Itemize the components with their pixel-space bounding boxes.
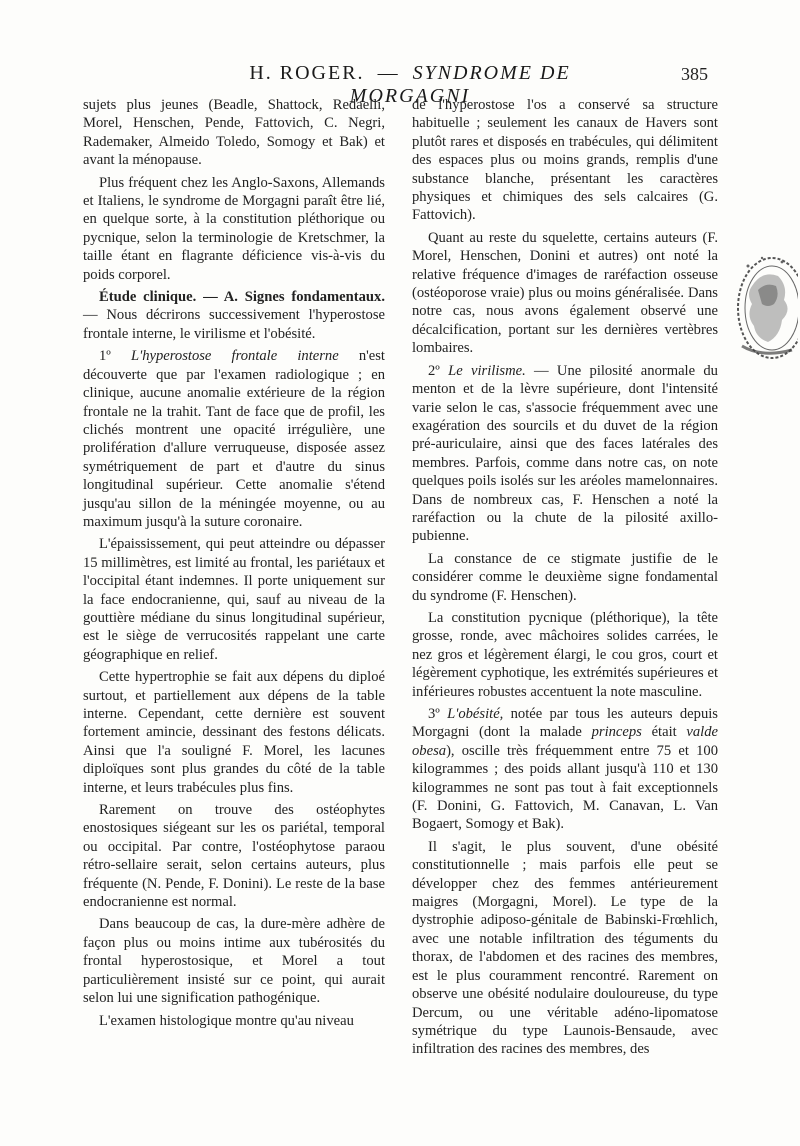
paragraph: Quant au reste du squelette, certains auteurs (F. Morel, Henschen, Donini et autres) ont noté la relative fréquence d'images de raréfaction osseuse (ostéoporose vraie) plus ou moins généralisée. Dans notre cas, nous avons également observé une décalcification, portant sur les dernières vertèbres lombaires. [412,229,718,357]
header-dash: — [377,62,400,84]
running-header [0,62,800,107]
item-number: 1º [99,348,131,365]
paragraph-text: — Une pilosité anormale du menton et de la lèvre supérieure, dont l'intensité varie selon le cas, s'associe fréquemment avec une exagération des sourcils et du duvet de la région pré-auriculaire, ainsi que des faces latérales des membres. Parfois, comme dans notre cas, on note quelques poils isolés sur les aréoles mamelonnaires. Dans de nombreux cas, F. Henschen a noté la raréfaction ou la chute de la pilosité axillo-pubienne. [412,362,718,545]
section-paragraph [83,288,385,343]
paragraph [412,362,718,546]
item-term: L'hyperostose frontale interne [130,348,339,365]
paragraph: Dans beaucoup de cas, la dure-mère adhère de façon plus ou moins intime aux tubérosités du frontal hyperostosique, et Morel a tout particulièrement insisté sur ce point, qui aurait selon lui une signification pathogénique. [83,916,385,1007]
paragraph: Rarement on trouve des ostéophytes enostosiques siégeant sur les os pariétal, temporal ou occipital. Par contre, l'ostéophytose paraou rétro-sellaire serait, selon certains auteurs, plus fréquente (N. Pende, F. Donini). Le reste de la base endocranienne est normal. [83,802,385,911]
library-stamp [722,246,798,370]
paragraph: Cette hypertrophie se fait aux dépens du diploé surtout, et partiellement aux dépens de la table interne. Cependant, cette dernière est souvent fortement amincie, dessinant des festons délicats. Ainsi que l'a souligné F. Morel, les lacunes diploïques sont plus grandes du côté de la table interne, et leurs trabécules plus fins. [83,669,385,796]
latin-term: valde obesa [412,724,718,759]
paragraph: La constitution pycnique (pléthorique), la tête grosse, ronde, avec mâchoires solides carrées, le nez gros et légèrement élargi, le cou gros, court et légèrement cyphotique, les extrémités supérieures et inférieures robustes accentuent la note masculine. [412,609,718,700]
paragraph-text: ), oscille très fréquemment entre 75 et 100 kilogrammes ; des poids allant jusqu'à 110 et 130 kilogrammes ne sont pas tout à fait exceptionnels (F. Donini, G. Fattovich, M. Canavan, L. Van Bogaert, Somogy et Bak). [412,742,718,833]
page-number: 385 [681,64,708,84]
header-title: SYNDROME DE MORGAGNI [349,62,571,107]
header-author: H. ROGER. [249,62,365,84]
paragraph-text: n'est découverte que par l'examen radiologique ; en clinique, aucune anomalie extérieure de la région frontale ne la trahit. Tant de face que de profil, les clichés montrent une opacité irrégulière, une prolifération d'allure verruqueuse, disposée assez symétriquement de part et d'autre du sinus longitudinal supérieur. Cette anomalie s'étend jusqu'au sillon de la méningée moyenne, ou au maximum jusqu'à la suture coronaire. [83,348,385,530]
latin-term: princeps [591,724,642,741]
paragraph: L'épaississement, qui peut atteindre ou dépasser 15 millimètres, est limité au frontal, les pariétaux et l'occipital étant indemnes. Il porte uniquement sur la face endocranienne, qui, sauf au niveau de la gouttière médiane du sinus longitudinal supérieur, est le siège de verrucosités rappelant une carte géographique en relief. [83,536,385,663]
library-stamp-icon [722,246,798,370]
item-number: 3º [428,706,448,722]
paragraph [412,705,718,834]
right-column [412,96,718,1063]
paragraph-text: était [641,724,687,741]
left-column [83,96,385,1034]
paragraph: Il s'agit, le plus souvent, d'une obésité constitutionnelle ; mais parfois elle peut se développer chez des femmes antérieurement maigres (Morgagni, Morel). Le type de la dystrophie adiposo-génitale de Babinski-Frœhlich, avec une notable infiltration des téguments du thorax, de l'abdomen et des racines des membres, est le plus couramment rencontré. Rarement on observe une obésité nodulaire douloureuse, du type Dercum, ou une véritable adéno-lipomatose symétrique du type Launois-Bensaude, avec infiltration des racines des membres, des [412,838,718,1058]
section-heading: Étude clinique. — A. Signes fondamentaux. [99,289,385,306]
paragraph: Plus fréquent chez les Anglo-Saxons, Allemands et Italiens, le syndrome de Morgagni paraît être lié, en quelque sorte, à la constitution pléthorique ou pycnique, selon la terminologie de Kretschmer, la taille étant en flagrante déficience vis-à-vis du poids corporel. [83,174,385,283]
item-term: L'obésité, [447,706,504,722]
item-term: Le virilisme. [448,362,526,379]
paragraph: La constance de ce stigmate justifie de le considérer comme le deuxième signe fondamental du syndrome (F. Henschen). [412,550,718,604]
paragraph-text: notée par tous les auteurs depuis Morgagni (dont la malade [412,706,718,741]
paragraph [83,347,385,531]
paragraph: sujets plus jeunes (Beadle, Shattock, Redaelli, Morel, Henschen, Pende, Fattovich, C. Negri, Rademaker, Almeido Toledo, Somogy et Bak) et avant la ménopause. [83,97,385,169]
paragraph-text: — Nous décrirons successivement l'hyperostose frontale interne, le virilisme et l'obésité. [83,307,385,342]
item-number: 2º [428,362,449,379]
paragraph: de l'hyperostose l'os a conservé sa structure habituelle ; seulement les canaux de Havers sont plutôt rares et disposés en trabécules, qui délimitent des espaces plus ou moins grands, remplis d'une substance blanche, présentant les caractères physiques et chimiques des sels calcaires (G. Fattovich). [412,97,718,224]
paragraph: L'examen histologique montre qu'au niveau [99,1012,354,1029]
